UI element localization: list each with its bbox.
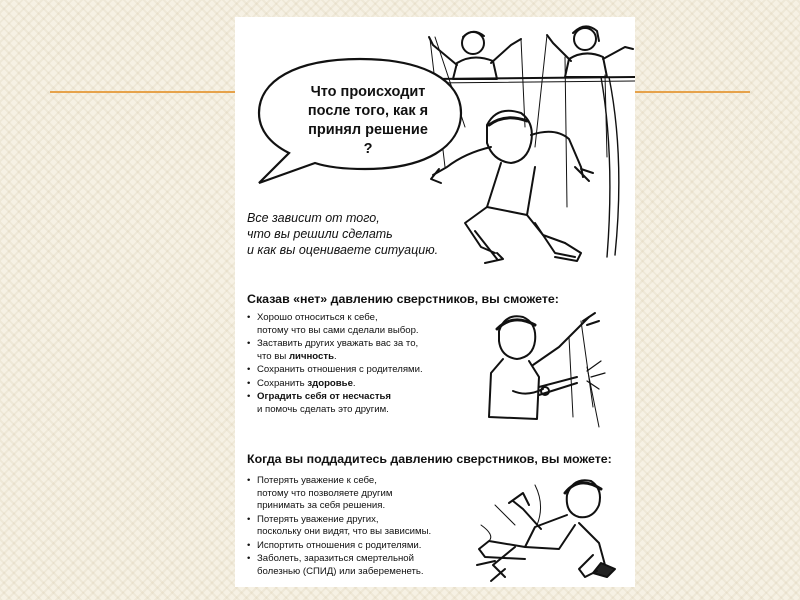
section-yes-list [247, 475, 497, 579]
intro-line: Все зависит от того, [247, 211, 380, 225]
bubble-line: Что происходит [310, 84, 426, 100]
list-item: • Сохранить здоровье. [247, 378, 497, 391]
bubble-line: ? [363, 141, 373, 157]
fallen-puppet-illustration [475, 465, 625, 585]
section-no-heading: Сказав «нет» давлению сверстников, вы сможете: [247, 292, 559, 306]
section-yes-heading: Когда вы поддадитесь давлению сверстников, вы можете: [247, 452, 612, 466]
bubble-line: принял решение [308, 122, 428, 138]
list-item: • Потерять уважение других, поскольку они видят, что вы зависимы. [247, 514, 497, 539]
list-item: • Заставить других уважать вас за то, что вы личность. [247, 338, 497, 363]
intro-line: что вы решили сделать [247, 227, 393, 241]
list-item: • Сохранить отношения с родителями. [247, 364, 497, 377]
list-item: • Оградить себя от несчастья и помочь сделать это другим. [247, 391, 497, 416]
cutting-strings-illustration [483, 307, 623, 437]
section-no-list [247, 312, 497, 417]
bubble-line: после того, как я [307, 103, 429, 119]
list-item: • Потерять уважение к себе, потому что позволяете другим принимать за себя решения. [247, 475, 497, 513]
poster-page [235, 17, 635, 587]
bubble-question [283, 83, 453, 159]
intro-line: и как вы оцениваете ситуацию. [247, 243, 439, 257]
list-item: • Испортить отношения с родителями. [247, 540, 497, 553]
intro-text [247, 210, 487, 258]
list-item: • Хорошо относиться к себе, потому что вы сами сделали выбор. [247, 312, 497, 337]
list-item: • Заболеть, заразиться смертельной болезнью (СПИД) или забеременеть. [247, 553, 497, 578]
speech-bubble [255, 55, 465, 175]
